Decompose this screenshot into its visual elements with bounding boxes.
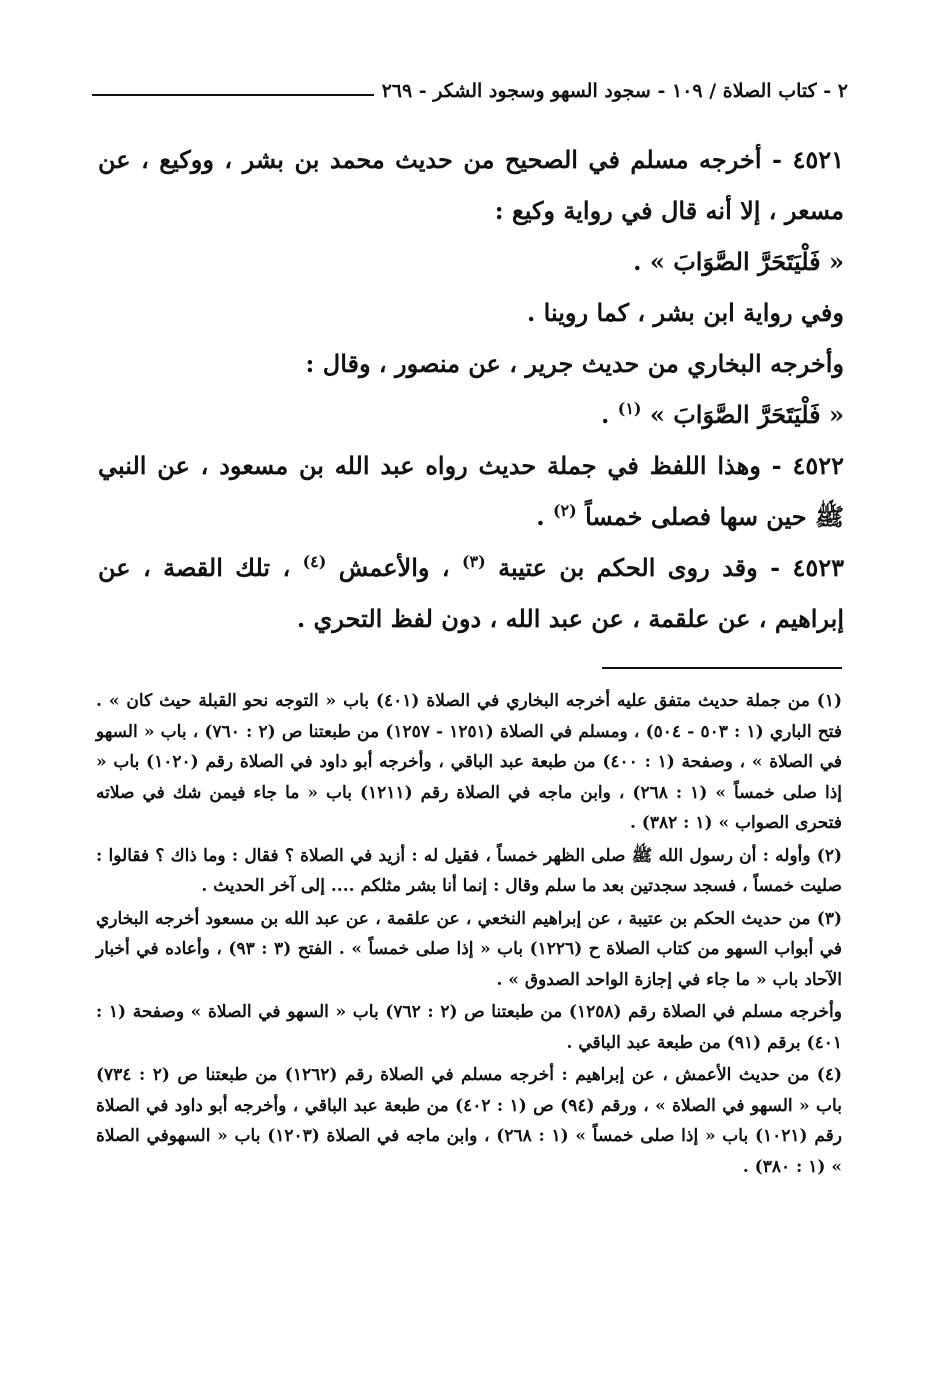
footnote-separator: [602, 667, 842, 669]
footnote-3-continued: وأخرجه مسلم في الصلاة رقم (١٢٥٨) من طبعتنا ص (٢ : ٧٦٢) باب « السهو في الصلاة » وصفحة (١ : ٤٠١) برقم (٩١) من طبعة عبد الباقي .: [96, 1002, 842, 1053]
quoted-phrase-with-note: [98, 389, 844, 440]
paragraph-text: - وقد روى الحكم بن عتيبة: [498, 553, 793, 582]
paragraph-ibn-bishr: [98, 287, 844, 338]
paragraph-text: « فَلْيَتَحَرَّ الصَّوَابَ » .: [633, 247, 844, 276]
paragraph-4523: [98, 542, 844, 644]
footnote-3: (٣) من حديث الحكم بن عتيبة ، عن إبراهيم النخعي ، عن علقمة ، عن عبد الله بن مسعود أخرجه البخاري في أبواب السهو من كتاب الصلاة ح (١٢٢٦) باب « إذا صلى خمساً » . الفتح (٣ : ٩٣) ، وأعاده في أخبار الآحاد باب « ما جاء في إجازة الواحد الصدوق » .: [96, 908, 842, 990]
main-text: [98, 134, 844, 644]
running-header-text: ٢ - كتاب الصلاة / ١٠٩ - سجود السهو وسجود الشكر - ٢٦٩: [381, 80, 848, 102]
paragraph-text: وفي رواية ابن بشر ، كما روينا .: [526, 298, 844, 327]
paragraph-tail: ، تلك القصة ، عن إبراهيم ، عن علقمة ، عن عبد الله ، دون لفظ التحري .: [98, 553, 844, 633]
hadith-number: ٤٥٢٣: [792, 553, 845, 582]
footnote-ref-1[interactable]: (١): [617, 399, 642, 418]
paragraph-text: - وهذا اللفظ في جملة حديث رواه عبد الله بن مسعود ، عن النبي ﷺ حين سها فصلى خمساً: [98, 451, 844, 531]
paragraph-text: « فَلْيَتَحَرَّ الصَّوَابَ »: [649, 400, 844, 429]
footnote-ref-4[interactable]: (٤): [302, 552, 327, 571]
header-rule: [92, 94, 374, 96]
footnote-2: (٢) وأوله : أن رسول الله ﷺ صلى الظهر خمساً ، فقيل له : أزيد في الصلاة ؟ فقال : وما ذاك ؟ فقالوا : صليت خمساً ، فسجد سجدتين بعد ما سلم وقال : إنما أنا بشر مثلكم .... إلى آخر الحديث .: [96, 845, 842, 896]
running-header: [92, 74, 848, 108]
hadith-number: ٤٥٢١: [792, 145, 844, 174]
paragraph-text: وأخرجه البخاري من حديث جرير ، عن منصور ، وقال :: [305, 349, 844, 378]
paragraph-mid: ، والأعمش: [338, 553, 462, 582]
footnote-1: (١) من جملة حديث متفق عليه أخرجه البخاري في الصلاة (٤٠١) باب « التوجه نحو القبلة حيث كان » . فتح الباري (١ : ٥٠٣ - ٥٠٤) ، ومسلم في الصلاة (١٢٥١ - ١٢٥٧) من طبعتنا ص (٢ : ٧٦٠) ، باب « السهو في الصلاة » ، وصفحة (١ : ٤٠٠) من طبعة عبد الباقي ، وأخرجه أبو داود في الصلاة رقم (١٠٢٠) باب « إذا صلى خمساً » (١ : ٢٦٨) ، وابن ماجه في الصلاة رقم (١٢١١) باب « ما جاء فيمن شك في صلاته فتحرى الصواب » (١ : ٣٨٢) .: [96, 691, 843, 833]
paragraph-text: - أخرجه مسلم في الصحيح من حديث محمد بن بشر ، ووكيع ، عن مسعر ، إلا أنه قال في رواية وكيع :: [98, 145, 844, 225]
footnote-ref-3[interactable]: (٣): [461, 552, 486, 571]
paragraph-4522: [98, 440, 844, 542]
paragraph-4521: [98, 134, 844, 236]
paragraph-tail: .: [536, 502, 553, 531]
footnotes: [96, 686, 842, 1182]
footnote-4: (٤) من حديث الأعمش ، عن إبراهيم : أخرجه مسلم في الصلاة رقم (١٢٦٢) من طبعتنا ص (٢ : ٧٣٤) باب « السهو في الصلاة » ، ورقم (٩٤) ص (١ : ٤٠٢) من طبعة عبد الباقي ، وأخرجه أبو داود في الصلاة رقم (١٠٢١) باب « إذا صلى خمساً » (١ : ٢٦٨) ، وابن ماجه في الصلاة (١٢٠٣) باب « السهوفي الصلاة » (١ : ٣٨٠) .: [96, 1065, 842, 1177]
paragraph-bukhari: [98, 338, 844, 389]
quoted-phrase: [98, 236, 844, 287]
hadith-number: ٤٥٢٢: [792, 451, 844, 480]
footnote-ref-2[interactable]: (٢): [552, 501, 577, 520]
paragraph-tail: .: [601, 400, 618, 429]
